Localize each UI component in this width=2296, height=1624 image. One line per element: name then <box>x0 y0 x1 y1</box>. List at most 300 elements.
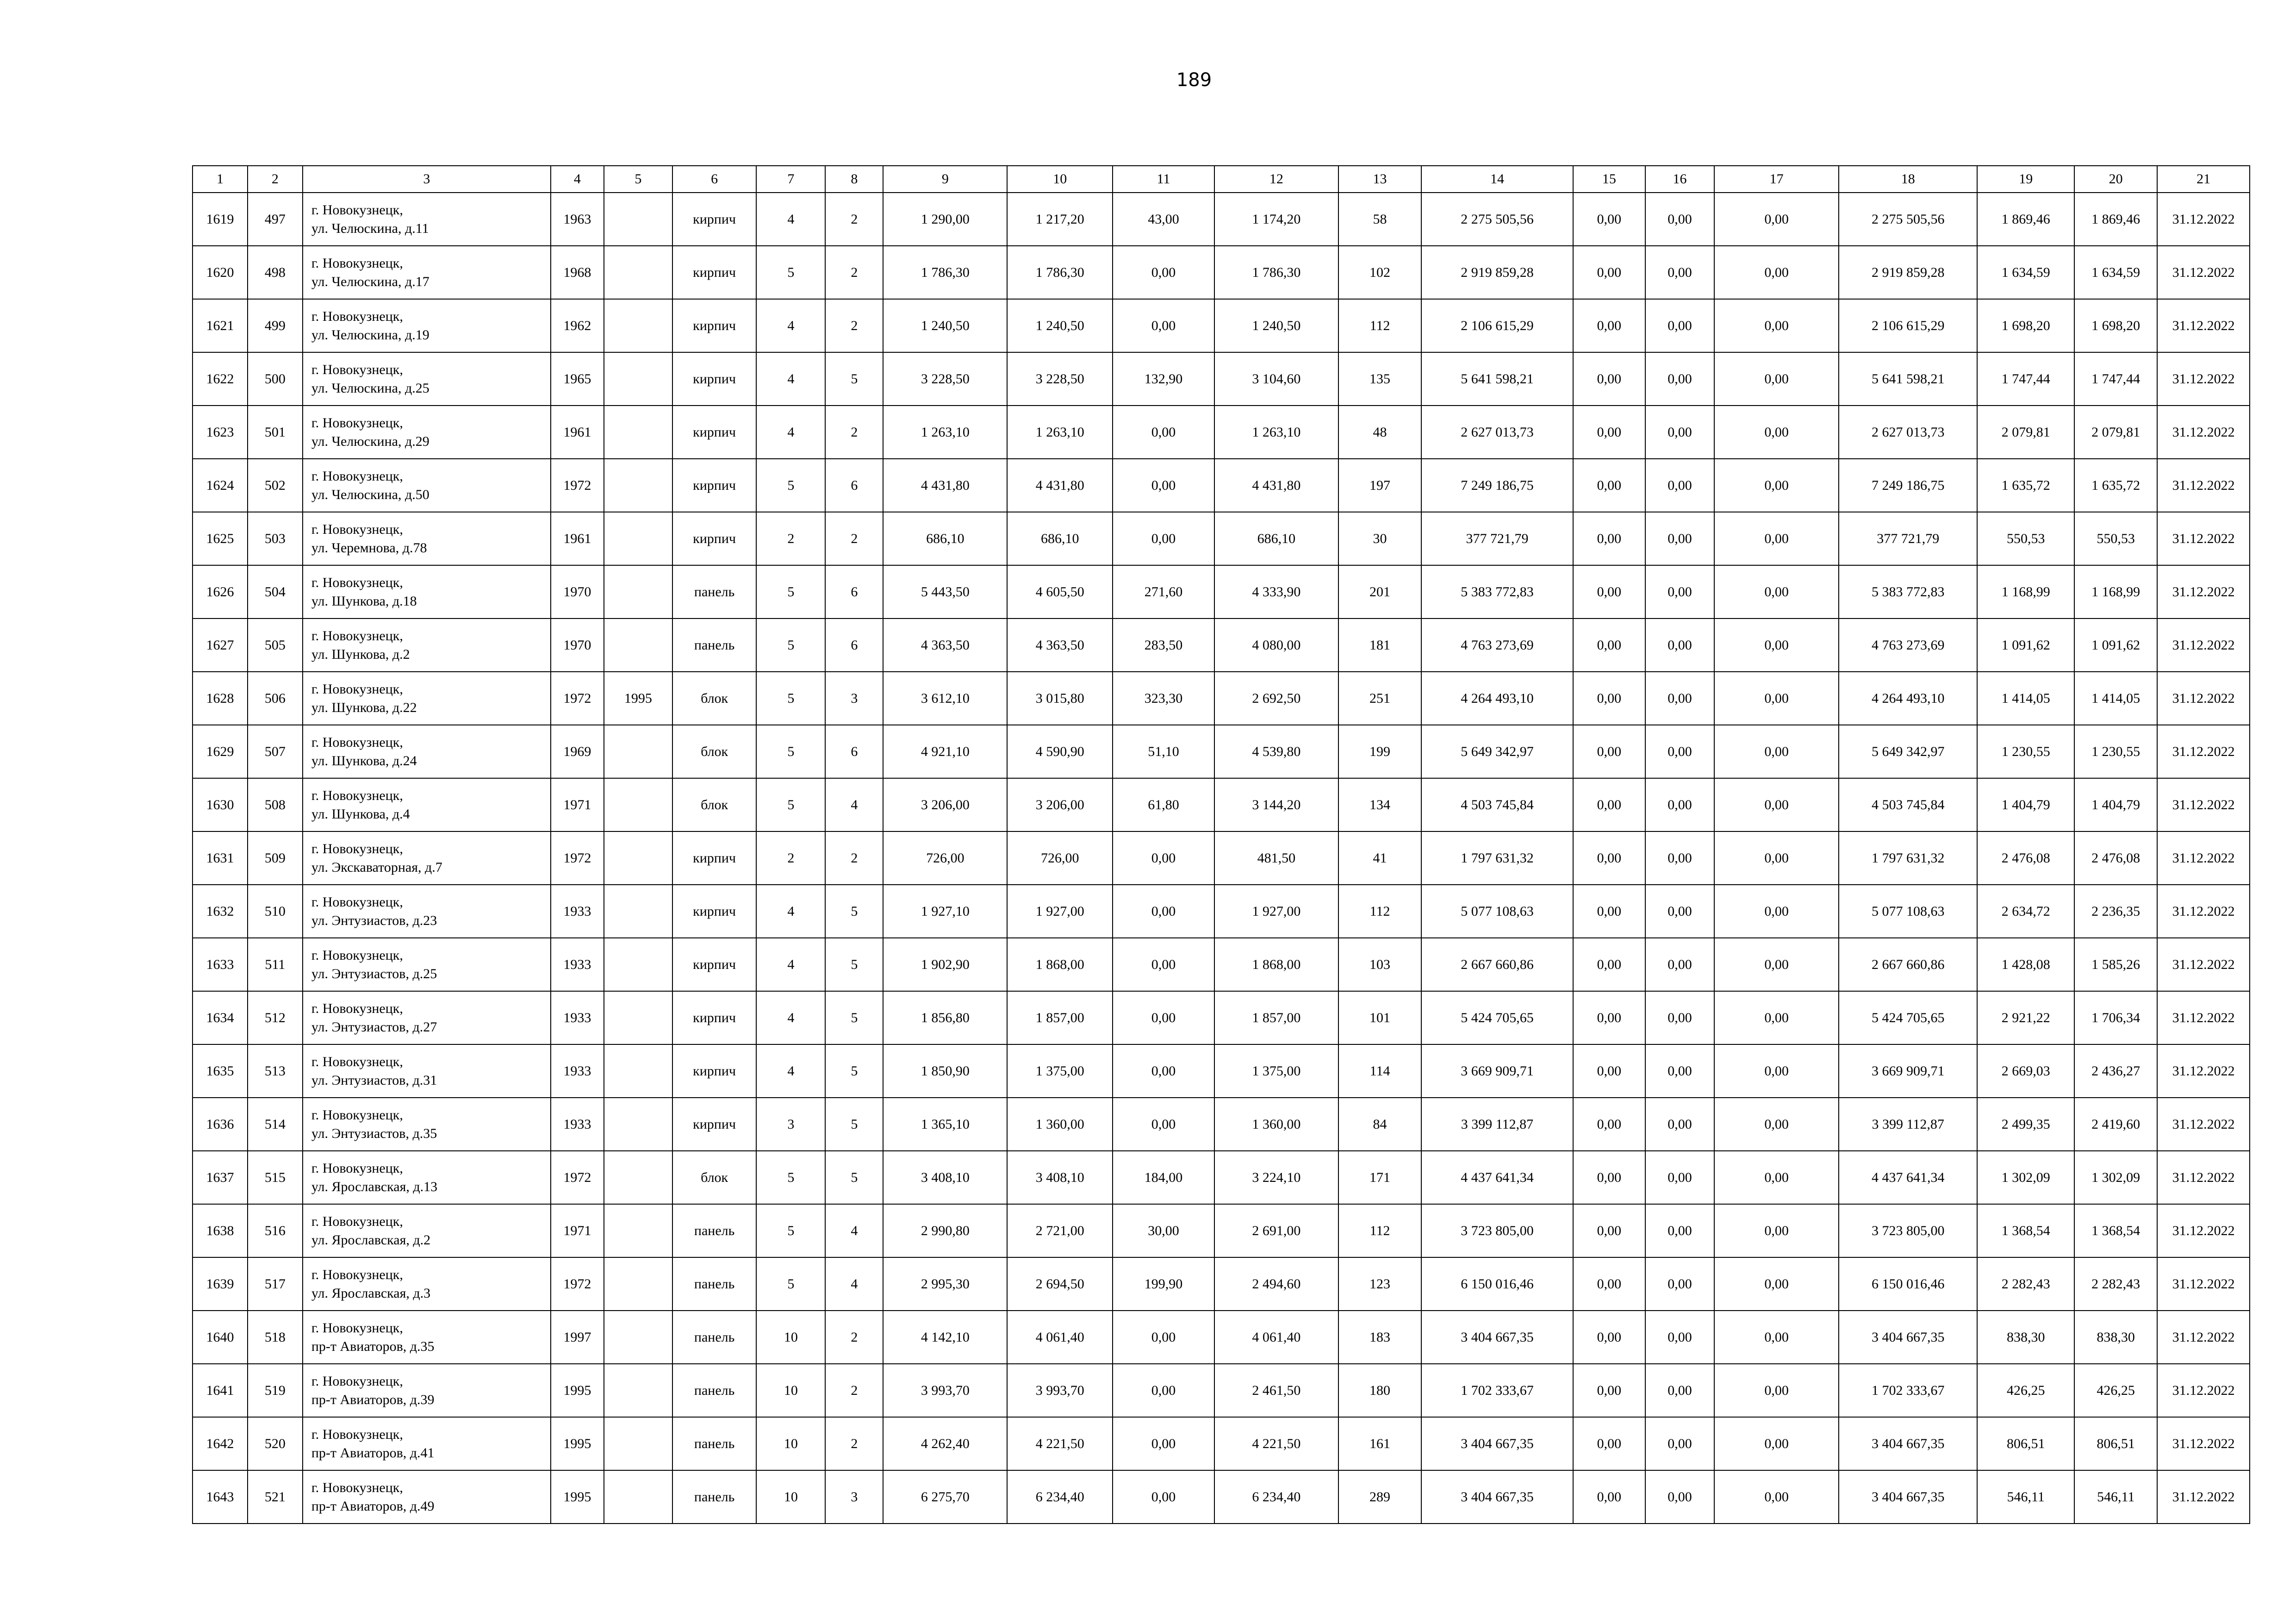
address-city: г. Новокузнецк, <box>311 1000 403 1016</box>
cell-col-2: 502 <box>248 459 303 512</box>
cell-col-21: 31.12.2022 <box>2157 459 2250 512</box>
cell-col-11: 271,60 <box>1113 565 1214 618</box>
cell-col-2: 510 <box>248 885 303 938</box>
cell-col-12: 3 224,10 <box>1214 1151 1338 1204</box>
cell-col-17: 0,00 <box>1714 193 1839 246</box>
cell-col-10: 1 240,50 <box>1007 299 1113 352</box>
cell-col-10: 1 375,00 <box>1007 1044 1113 1098</box>
cell-col-7: 5 <box>756 565 825 618</box>
cell-address <box>303 1044 551 1098</box>
cell-col-15: 0,00 <box>1573 565 1645 618</box>
cell-address <box>303 938 551 991</box>
cell-col-11: 0,00 <box>1113 1311 1214 1364</box>
cell-col-14: 3 723 805,00 <box>1421 1204 1573 1257</box>
cell-col-6: кирпич <box>672 1098 756 1151</box>
cell-col-7: 10 <box>756 1470 825 1524</box>
cell-col-4: 1971 <box>551 1204 604 1257</box>
address-street: ул. Энтузиастов, д.35 <box>311 1125 437 1141</box>
cell-col-5 <box>604 938 672 991</box>
cell-col-14: 4 503 745,84 <box>1421 778 1573 831</box>
cell-col-16: 0,00 <box>1645 193 1714 246</box>
cell-col-18: 377 721,79 <box>1839 512 1977 565</box>
cell-col-9: 1 263,10 <box>883 406 1007 459</box>
cell-col-18: 1 797 631,32 <box>1839 831 1977 885</box>
cell-col-12: 1 786,30 <box>1214 246 1338 299</box>
cell-col-16: 0,00 <box>1645 618 1714 672</box>
cell-col-19: 1 428,08 <box>1977 938 2074 991</box>
cell-col-15: 0,00 <box>1573 352 1645 406</box>
cell-col-13: 134 <box>1338 778 1421 831</box>
cell-col-4: 1933 <box>551 938 604 991</box>
cell-col-5 <box>604 1417 672 1470</box>
address-city: г. Новокузнецк, <box>311 255 403 271</box>
cell-col-21: 31.12.2022 <box>2157 672 2250 725</box>
cell-col-11: 0,00 <box>1113 1364 1214 1417</box>
address-city: г. Новокузнецк, <box>311 628 403 643</box>
cell-col-1: 1640 <box>193 1311 248 1364</box>
cell-col-11: 43,00 <box>1113 193 1214 246</box>
cell-address <box>303 406 551 459</box>
cell-col-7: 10 <box>756 1311 825 1364</box>
cell-col-12: 1 375,00 <box>1214 1044 1338 1098</box>
cell-col-20: 1 414,05 <box>2074 672 2157 725</box>
address-city: г. Новокузнецк, <box>311 521 403 537</box>
cell-col-13: 199 <box>1338 725 1421 778</box>
cell-col-6: кирпич <box>672 512 756 565</box>
cell-col-8: 5 <box>825 1098 883 1151</box>
cell-address <box>303 831 551 885</box>
cell-col-12: 1 360,00 <box>1214 1098 1338 1151</box>
cell-col-12: 4 061,40 <box>1214 1311 1338 1364</box>
cell-col-7: 2 <box>756 831 825 885</box>
cell-col-21: 31.12.2022 <box>2157 1151 2250 1204</box>
cell-col-20: 1 635,72 <box>2074 459 2157 512</box>
cell-col-14: 2 919 859,28 <box>1421 246 1573 299</box>
cell-col-6: кирпич <box>672 885 756 938</box>
cell-col-7: 4 <box>756 352 825 406</box>
cell-col-7: 5 <box>756 778 825 831</box>
cell-col-6: блок <box>672 725 756 778</box>
cell-col-8: 2 <box>825 299 883 352</box>
cell-col-21: 31.12.2022 <box>2157 246 2250 299</box>
cell-col-4: 1968 <box>551 246 604 299</box>
cell-col-17: 0,00 <box>1714 831 1839 885</box>
cell-col-11: 0,00 <box>1113 831 1214 885</box>
cell-col-21: 31.12.2022 <box>2157 299 2250 352</box>
cell-col-15: 0,00 <box>1573 193 1645 246</box>
cell-col-21: 31.12.2022 <box>2157 991 2250 1044</box>
table-row <box>193 618 2250 672</box>
cell-col-21: 31.12.2022 <box>2157 1257 2250 1311</box>
cell-col-19: 1 747,44 <box>1977 352 2074 406</box>
cell-col-4: 1995 <box>551 1417 604 1470</box>
cell-col-11: 323,30 <box>1113 672 1214 725</box>
cell-col-10: 4 431,80 <box>1007 459 1113 512</box>
cell-col-19: 1 635,72 <box>1977 459 2074 512</box>
cell-col-1: 1624 <box>193 459 248 512</box>
cell-col-19: 2 499,35 <box>1977 1098 2074 1151</box>
cell-col-4: 1965 <box>551 352 604 406</box>
cell-col-12: 3 144,20 <box>1214 778 1338 831</box>
address-city: г. Новокузнецк, <box>311 681 403 697</box>
cell-col-2: 512 <box>248 991 303 1044</box>
cell-col-15: 0,00 <box>1573 672 1645 725</box>
cell-col-13: 135 <box>1338 352 1421 406</box>
cell-col-18: 4 437 641,34 <box>1839 1151 1977 1204</box>
cell-col-8: 5 <box>825 352 883 406</box>
cell-address <box>303 352 551 406</box>
cell-col-10: 3 408,10 <box>1007 1151 1113 1204</box>
cell-col-14: 6 150 016,46 <box>1421 1257 1573 1311</box>
cell-col-4: 1972 <box>551 1151 604 1204</box>
cell-col-5 <box>604 299 672 352</box>
cell-col-6: панель <box>672 1417 756 1470</box>
cell-col-8: 3 <box>825 672 883 725</box>
cell-col-14: 3 669 909,71 <box>1421 1044 1573 1098</box>
cell-col-5 <box>604 725 672 778</box>
cell-col-19: 806,51 <box>1977 1417 2074 1470</box>
cell-col-10: 726,00 <box>1007 831 1113 885</box>
cell-col-1: 1634 <box>193 991 248 1044</box>
cell-col-11: 199,90 <box>1113 1257 1214 1311</box>
cell-col-20: 838,30 <box>2074 1311 2157 1364</box>
address-city: г. Новокузнецк, <box>311 1160 403 1176</box>
column-header-11: 11 <box>1113 166 1214 193</box>
cell-col-10: 3 015,80 <box>1007 672 1113 725</box>
cell-col-8: 2 <box>825 1417 883 1470</box>
cell-col-2: 506 <box>248 672 303 725</box>
cell-col-16: 0,00 <box>1645 831 1714 885</box>
cell-col-7: 10 <box>756 1417 825 1470</box>
column-header-12: 12 <box>1214 166 1338 193</box>
cell-col-13: 201 <box>1338 565 1421 618</box>
cell-col-13: 251 <box>1338 672 1421 725</box>
cell-address <box>303 778 551 831</box>
table-row <box>193 352 2250 406</box>
cell-col-9: 1 290,00 <box>883 193 1007 246</box>
cell-col-11: 0,00 <box>1113 406 1214 459</box>
address-city: г. Новокузнецк, <box>311 202 403 218</box>
table-row <box>193 725 2250 778</box>
cell-col-10: 3 993,70 <box>1007 1364 1113 1417</box>
cell-col-6: кирпич <box>672 938 756 991</box>
cell-col-10: 4 605,50 <box>1007 565 1113 618</box>
cell-col-8: 6 <box>825 618 883 672</box>
cell-col-13: 181 <box>1338 618 1421 672</box>
cell-col-13: 180 <box>1338 1364 1421 1417</box>
cell-col-1: 1631 <box>193 831 248 885</box>
cell-col-9: 1 927,10 <box>883 885 1007 938</box>
cell-col-12: 2 461,50 <box>1214 1364 1338 1417</box>
cell-address <box>303 1364 551 1417</box>
cell-col-17: 0,00 <box>1714 1257 1839 1311</box>
cell-col-20: 2 419,60 <box>2074 1098 2157 1151</box>
column-header-17: 17 <box>1714 166 1839 193</box>
table-row <box>193 1417 2250 1470</box>
cell-col-18: 1 702 333,67 <box>1839 1364 1977 1417</box>
column-header-1: 1 <box>193 166 248 193</box>
table-row <box>193 246 2250 299</box>
cell-col-19: 1 091,62 <box>1977 618 2074 672</box>
cell-col-20: 546,11 <box>2074 1470 2157 1524</box>
cell-col-7: 5 <box>756 1204 825 1257</box>
cell-col-19: 2 079,81 <box>1977 406 2074 459</box>
cell-col-9: 3 612,10 <box>883 672 1007 725</box>
cell-col-8: 5 <box>825 1044 883 1098</box>
cell-col-6: блок <box>672 1151 756 1204</box>
cell-col-1: 1628 <box>193 672 248 725</box>
cell-col-7: 3 <box>756 1098 825 1151</box>
cell-col-11: 0,00 <box>1113 512 1214 565</box>
cell-col-21: 31.12.2022 <box>2157 831 2250 885</box>
cell-col-20: 1 698,20 <box>2074 299 2157 352</box>
cell-col-5 <box>604 1257 672 1311</box>
table-row <box>193 778 2250 831</box>
cell-col-2: 499 <box>248 299 303 352</box>
cell-col-6: панель <box>672 565 756 618</box>
cell-col-4: 1969 <box>551 725 604 778</box>
address-city: г. Новокузнецк, <box>311 787 403 803</box>
cell-col-4: 1933 <box>551 1044 604 1098</box>
cell-col-10: 1 217,20 <box>1007 193 1113 246</box>
address-street: ул. Челюскина, д.17 <box>311 274 429 289</box>
cell-col-20: 1 747,44 <box>2074 352 2157 406</box>
cell-col-17: 0,00 <box>1714 1417 1839 1470</box>
cell-col-15: 0,00 <box>1573 618 1645 672</box>
cell-col-6: кирпич <box>672 299 756 352</box>
cell-col-1: 1620 <box>193 246 248 299</box>
cell-col-15: 0,00 <box>1573 299 1645 352</box>
cell-col-18: 7 249 186,75 <box>1839 459 1977 512</box>
cell-col-17: 0,00 <box>1714 246 1839 299</box>
cell-col-6: кирпич <box>672 246 756 299</box>
cell-col-7: 5 <box>756 246 825 299</box>
cell-col-7: 5 <box>756 672 825 725</box>
cell-col-11: 283,50 <box>1113 618 1214 672</box>
cell-col-12: 4 221,50 <box>1214 1417 1338 1470</box>
address-city: г. Новокузнецк, <box>311 1320 403 1336</box>
cell-col-14: 3 404 667,35 <box>1421 1311 1573 1364</box>
cell-col-15: 0,00 <box>1573 1044 1645 1098</box>
cell-col-11: 0,00 <box>1113 938 1214 991</box>
cell-col-18: 3 404 667,35 <box>1839 1417 1977 1470</box>
cell-col-14: 377 721,79 <box>1421 512 1573 565</box>
page-number: 189 <box>1176 69 1212 91</box>
cell-col-21: 31.12.2022 <box>2157 618 2250 672</box>
cell-col-16: 0,00 <box>1645 1044 1714 1098</box>
cell-col-2: 520 <box>248 1417 303 1470</box>
cell-col-10: 4 221,50 <box>1007 1417 1113 1470</box>
cell-col-8: 5 <box>825 991 883 1044</box>
cell-col-4: 1961 <box>551 512 604 565</box>
cell-col-5 <box>604 1204 672 1257</box>
cell-col-17: 0,00 <box>1714 1470 1839 1524</box>
cell-col-18: 6 150 016,46 <box>1839 1257 1977 1311</box>
table-row <box>193 938 2250 991</box>
cell-col-8: 2 <box>825 193 883 246</box>
cell-address <box>303 991 551 1044</box>
cell-col-10: 1 927,00 <box>1007 885 1113 938</box>
cell-col-21: 31.12.2022 <box>2157 352 2250 406</box>
cell-col-21: 31.12.2022 <box>2157 193 2250 246</box>
cell-col-5 <box>604 778 672 831</box>
cell-col-5 <box>604 1364 672 1417</box>
cell-col-11: 0,00 <box>1113 1044 1214 1098</box>
cell-col-6: кирпич <box>672 406 756 459</box>
cell-col-19: 1 698,20 <box>1977 299 2074 352</box>
cell-col-5 <box>604 618 672 672</box>
cell-col-7: 2 <box>756 512 825 565</box>
cell-col-11: 0,00 <box>1113 991 1214 1044</box>
cell-col-12: 2 691,00 <box>1214 1204 1338 1257</box>
cell-col-15: 0,00 <box>1573 459 1645 512</box>
cell-col-2: 498 <box>248 246 303 299</box>
cell-col-6: панель <box>672 618 756 672</box>
cell-col-7: 5 <box>756 618 825 672</box>
cell-col-14: 2 667 660,86 <box>1421 938 1573 991</box>
table-row <box>193 1364 2250 1417</box>
table-row <box>193 1098 2250 1151</box>
cell-address <box>303 1151 551 1204</box>
cell-col-6: панель <box>672 1311 756 1364</box>
cell-col-10: 4 363,50 <box>1007 618 1113 672</box>
cell-col-16: 0,00 <box>1645 565 1714 618</box>
cell-col-15: 0,00 <box>1573 1257 1645 1311</box>
cell-col-12: 4 333,90 <box>1214 565 1338 618</box>
cell-address <box>303 299 551 352</box>
cell-col-1: 1632 <box>193 885 248 938</box>
cell-col-5 <box>604 1151 672 1204</box>
cell-col-8: 3 <box>825 1470 883 1524</box>
cell-col-6: кирпич <box>672 193 756 246</box>
cell-col-20: 2 236,35 <box>2074 885 2157 938</box>
column-header-18: 18 <box>1839 166 1977 193</box>
cell-col-13: 114 <box>1338 1044 1421 1098</box>
cell-col-18: 3 669 909,71 <box>1839 1044 1977 1098</box>
cell-col-13: 84 <box>1338 1098 1421 1151</box>
cell-col-10: 2 694,50 <box>1007 1257 1113 1311</box>
cell-col-16: 0,00 <box>1645 778 1714 831</box>
cell-col-2: 500 <box>248 352 303 406</box>
cell-col-18: 4 763 273,69 <box>1839 618 1977 672</box>
cell-col-5 <box>604 193 672 246</box>
cell-col-13: 58 <box>1338 193 1421 246</box>
cell-col-1: 1638 <box>193 1204 248 1257</box>
cell-col-15: 0,00 <box>1573 512 1645 565</box>
cell-col-10: 1 786,30 <box>1007 246 1113 299</box>
cell-address <box>303 672 551 725</box>
cell-col-18: 3 399 112,87 <box>1839 1098 1977 1151</box>
cell-col-7: 10 <box>756 1364 825 1417</box>
cell-col-21: 31.12.2022 <box>2157 512 2250 565</box>
column-header-21: 21 <box>2157 166 2250 193</box>
cell-col-19: 426,25 <box>1977 1364 2074 1417</box>
cell-col-9: 686,10 <box>883 512 1007 565</box>
cell-col-1: 1626 <box>193 565 248 618</box>
cell-col-17: 0,00 <box>1714 778 1839 831</box>
cell-col-6: кирпич <box>672 1044 756 1098</box>
cell-col-6: кирпич <box>672 991 756 1044</box>
cell-col-20: 2 079,81 <box>2074 406 2157 459</box>
cell-col-10: 6 234,40 <box>1007 1470 1113 1524</box>
cell-col-15: 0,00 <box>1573 1098 1645 1151</box>
cell-col-8: 2 <box>825 1311 883 1364</box>
cell-col-17: 0,00 <box>1714 459 1839 512</box>
cell-col-16: 0,00 <box>1645 938 1714 991</box>
cell-col-1: 1633 <box>193 938 248 991</box>
cell-col-8: 5 <box>825 1151 883 1204</box>
cell-col-16: 0,00 <box>1645 246 1714 299</box>
cell-col-15: 0,00 <box>1573 246 1645 299</box>
cell-col-18: 2 919 859,28 <box>1839 246 1977 299</box>
cell-col-8: 5 <box>825 938 883 991</box>
cell-col-13: 103 <box>1338 938 1421 991</box>
cell-col-14: 5 641 598,21 <box>1421 352 1573 406</box>
cell-col-7: 5 <box>756 459 825 512</box>
cell-address <box>303 1098 551 1151</box>
cell-col-13: 183 <box>1338 1311 1421 1364</box>
address-street: ул. Энтузиастов, д.23 <box>311 912 437 928</box>
cell-col-6: панель <box>672 1204 756 1257</box>
cell-col-21: 31.12.2022 <box>2157 1470 2250 1524</box>
address-street: ул. Экскаваторная, д.7 <box>311 859 442 875</box>
cell-col-2: 519 <box>248 1364 303 1417</box>
cell-col-13: 289 <box>1338 1470 1421 1524</box>
cell-col-2: 503 <box>248 512 303 565</box>
cell-col-1: 1619 <box>193 193 248 246</box>
cell-col-17: 0,00 <box>1714 1364 1839 1417</box>
cell-col-16: 0,00 <box>1645 1417 1714 1470</box>
column-header-7: 7 <box>756 166 825 193</box>
cell-col-10: 4 590,90 <box>1007 725 1113 778</box>
table-row <box>193 193 2250 246</box>
cell-col-13: 102 <box>1338 246 1421 299</box>
cell-col-4: 1972 <box>551 672 604 725</box>
cell-col-9: 5 443,50 <box>883 565 1007 618</box>
cell-col-12: 4 539,80 <box>1214 725 1338 778</box>
cell-col-11: 30,00 <box>1113 1204 1214 1257</box>
address-city: г. Новокузнецк, <box>311 1480 403 1495</box>
table-row <box>193 1311 2250 1364</box>
cell-col-1: 1642 <box>193 1417 248 1470</box>
cell-col-5 <box>604 1098 672 1151</box>
cell-col-14: 5 424 705,65 <box>1421 991 1573 1044</box>
cell-col-6: кирпич <box>672 352 756 406</box>
cell-address <box>303 246 551 299</box>
cell-col-20: 1 168,99 <box>2074 565 2157 618</box>
cell-col-17: 0,00 <box>1714 352 1839 406</box>
cell-col-18: 3 723 805,00 <box>1839 1204 1977 1257</box>
cell-col-14: 2 106 615,29 <box>1421 299 1573 352</box>
column-header-9: 9 <box>883 166 1007 193</box>
cell-col-4: 1971 <box>551 778 604 831</box>
cell-col-14: 3 404 667,35 <box>1421 1470 1573 1524</box>
cell-col-21: 31.12.2022 <box>2157 406 2250 459</box>
column-header-10: 10 <box>1007 166 1113 193</box>
table-row <box>193 991 2250 1044</box>
cell-col-19: 2 476,08 <box>1977 831 2074 885</box>
column-header-8: 8 <box>825 166 883 193</box>
cell-col-14: 5 077 108,63 <box>1421 885 1573 938</box>
cell-col-9: 4 262,40 <box>883 1417 1007 1470</box>
cell-col-15: 0,00 <box>1573 1417 1645 1470</box>
cell-col-8: 4 <box>825 1257 883 1311</box>
cell-col-16: 0,00 <box>1645 672 1714 725</box>
cell-col-9: 1 240,50 <box>883 299 1007 352</box>
cell-col-8: 4 <box>825 778 883 831</box>
cell-col-9: 4 363,50 <box>883 618 1007 672</box>
cell-col-5 <box>604 246 672 299</box>
